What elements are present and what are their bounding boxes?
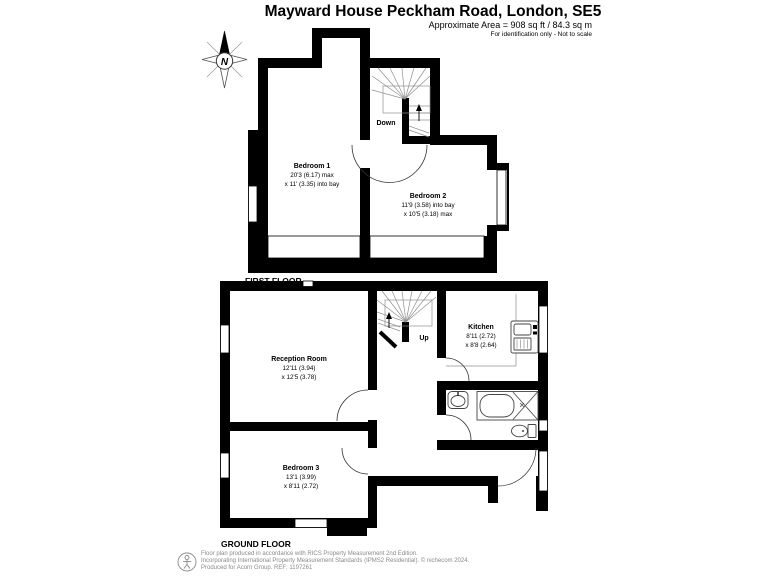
kitchen-window (539, 306, 548, 353)
ground-stair-spine-wall (402, 322, 409, 342)
bedroom2-dim1: 11'9 (3.58) into bay (401, 202, 455, 209)
approximate-area: Approximate Area = 908 sq ft / 84.3 sq m (428, 20, 592, 30)
footer-person-icon (178, 553, 196, 571)
stairwell-left-wall (360, 68, 370, 140)
front-wall-recess (303, 281, 313, 287)
kitchen-dim2: x 8'8 (2.64) (465, 342, 497, 349)
hall-wall-lower (368, 420, 377, 448)
north-arrow-icon (219, 31, 230, 56)
kitchen-left-wall (437, 291, 446, 358)
porch-wall-stub (488, 486, 498, 503)
hall-wall-upper (368, 291, 377, 390)
ground-floor-plan (220, 281, 548, 549)
kitchen-dim1: 8'11 (2.72) (466, 333, 496, 340)
bedroom3-dim1: 13'1 (3.99) (286, 474, 316, 481)
bedroom1-dim1: 20'3 (6.17) max (290, 172, 334, 179)
footer-line-3: Produced for Acorn Group. REF: 1197261 (201, 565, 313, 571)
toilet-icon (512, 425, 537, 438)
rear-chimney-stub (327, 528, 367, 536)
ground-floor-label: GROUND FLOOR (221, 539, 291, 549)
entrance-side-window (539, 451, 548, 491)
bedroom3-dim2: x 8'11 (2.72) (283, 483, 319, 490)
bedroom2-side-window (497, 170, 506, 225)
footer-line-2: Incorporating International Property Measurement Standards (IPMS2 Residential). © nichecom 2024. (201, 558, 470, 564)
bedroom3-rear-window (295, 519, 327, 528)
bedroom2-bay-window (370, 236, 484, 258)
bathroom-bottom-wall (437, 440, 538, 450)
bathroom-left-wall (437, 381, 446, 415)
kitchen-name: Kitchen (468, 324, 494, 331)
bedroom1-name: Bedroom 1 (293, 163, 331, 170)
stairs-up-label: Up (419, 335, 429, 342)
footer-disclaimer (201, 551, 521, 572)
bedroom1-bay-window (268, 236, 360, 258)
reception-dim1: 12'11 (3.94) (282, 365, 316, 372)
bathtub-icon (477, 392, 538, 421)
reception-bedroom3-wall (230, 422, 368, 431)
bedroom2-dim2: x 10'5 (3.18) max (403, 211, 453, 218)
bedroom1-side-window (249, 186, 258, 222)
reception-name: Reception Room (271, 356, 327, 363)
compass-rose (202, 31, 247, 88)
reception-side-window (221, 325, 230, 353)
bathroom-window (539, 420, 548, 431)
bedroom3-name: Bedroom 3 (282, 465, 320, 472)
bedroom2-name: Bedroom 2 (409, 193, 447, 200)
landing-stub-wall (402, 136, 430, 144)
bedroom3-label (283, 465, 320, 490)
bedroom3-side-window (221, 453, 230, 478)
reception-dim2: x 12'5 (3.78) (281, 374, 317, 381)
bedroom1-dim2: x 11' (3.35) into bay (284, 181, 340, 188)
stairs-down-label: Down (376, 120, 396, 127)
washbasin-icon (448, 392, 468, 409)
disclaimer-text: For identification only - Not to scale (490, 31, 592, 38)
page-title: Mayward House Peckham Road, London, SE5 (264, 3, 602, 20)
kitchen-label (465, 324, 496, 349)
footer-line-1: Floor plan produced in accordance with RICS Property Measurement 2nd Edition. (201, 551, 418, 557)
bathroom-top-wall (446, 381, 538, 390)
first-floor-plan (245, 28, 509, 286)
compass-north-label: N (220, 56, 229, 68)
bedroom-partition-wall (360, 168, 370, 236)
kitchen-sink-icon (511, 321, 538, 353)
